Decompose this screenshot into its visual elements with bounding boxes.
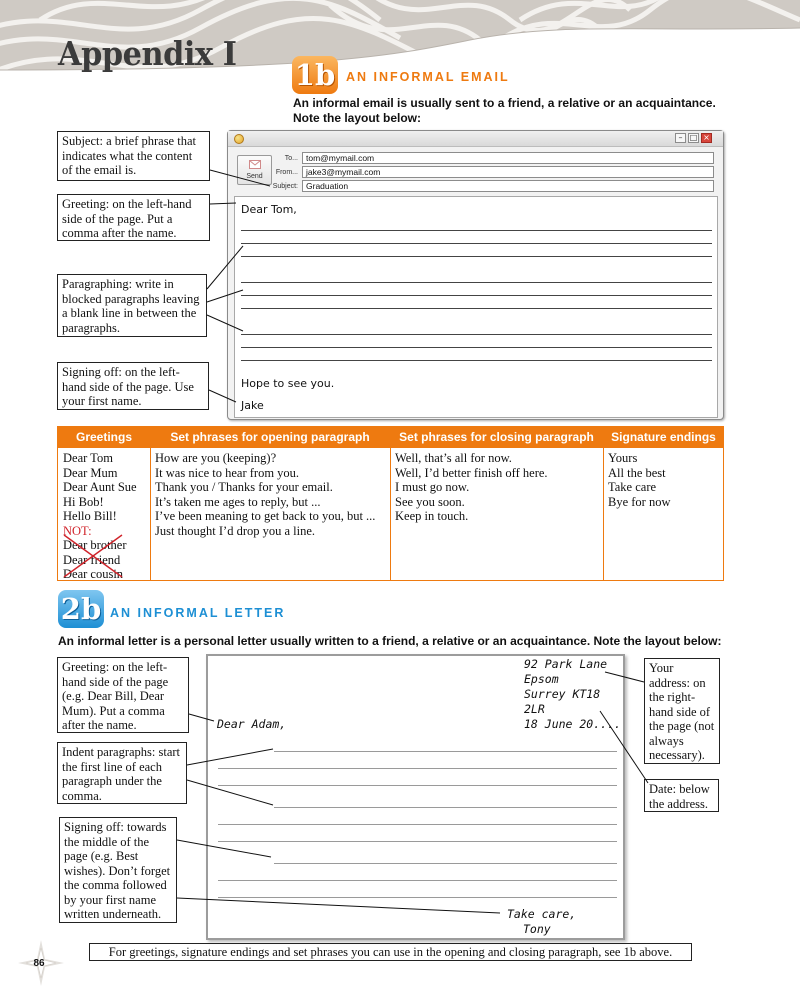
address-line: Surrey KT18 2LR: [524, 687, 601, 716]
footer-note: For greetings, signature endings and set phrases you can use in the opening and closing paragraph, see 1b above.: [89, 943, 692, 961]
email-greeting: Dear Tom,: [241, 203, 297, 216]
opening-phrase-item: It’s taken me ages to reply, but ...: [155, 494, 321, 509]
callout-indent: Indent paragraphs: start the first line of each paragraph under the comma.: [57, 742, 187, 804]
intro-line-2: Note the layout below:: [293, 111, 422, 125]
page-number: 86: [33, 958, 45, 969]
incorrect-greeting-item: Dear brother: [63, 538, 127, 552]
signature-ending-item: Take care: [608, 480, 657, 494]
section-title-informal-email: AN INFORMAL EMAIL: [346, 70, 510, 84]
greeting-item: Dear Mum: [63, 465, 118, 480]
signature-ending-item: Yours: [608, 451, 638, 465]
header-greetings: Greetings: [58, 427, 150, 448]
callout-letter-greeting: Greeting: on the left-hand side of the page (e.g. Dear Bill, Dear Mum). Put a comma after the name.: [57, 657, 189, 733]
intro-informal-letter: An informal letter is a personal letter usually written to a friend, a relative or an acquaintance. Note the layout below:: [58, 634, 722, 648]
signature-ending-item: Bye for now: [608, 494, 671, 509]
from-label: From...: [275, 169, 298, 176]
address-line: 92 Park Lane: [524, 657, 608, 671]
opening-phrase-item: I’ve been meaning to get back to you, but ...: [155, 509, 376, 523]
closing-phrase-item: Well, that’s all for now.: [395, 451, 512, 465]
address-line: Epsom: [524, 672, 559, 686]
closing-phrase-item: I must go now.: [395, 480, 470, 494]
callout-paragraphing: Paragraphing: write in blocked paragraphs leaving a blank line in between the paragraphs.: [57, 274, 207, 337]
opening-phrase-item: Thank you / Thanks for your email.: [155, 480, 333, 494]
subject-field[interactable]: Graduation: [302, 180, 714, 192]
not-label: NOT:: [63, 523, 92, 538]
callout-subject: Subject: a brief phrase that indicates what the content of the email is.: [57, 131, 210, 181]
subject-label: Subject:: [272, 183, 298, 190]
greeting-item: Dear Aunt Sue: [63, 480, 137, 494]
opening-phrase-item: Just thought I’d drop you a line.: [155, 523, 316, 538]
opening-phrase-item: It was nice to hear from you.: [155, 465, 300, 480]
letter-signature: Tony: [523, 922, 551, 936]
to-field[interactable]: tom@mymail.com: [302, 152, 714, 164]
incorrect-greeting-item: Dear friend: [63, 552, 121, 567]
greeting-item: Hi Bob!: [63, 494, 104, 509]
signature-ending-item: All the best: [608, 465, 666, 480]
closing-phrase-item: Keep in touch.: [395, 509, 469, 523]
letter-greeting: Dear Adam,: [217, 717, 287, 731]
email-signature: Jake: [241, 399, 264, 412]
section-badge-1b: 1b: [292, 56, 338, 94]
callout-date: Date: below the address.: [644, 779, 719, 812]
to-label: To...: [284, 155, 298, 162]
from-field[interactable]: jake3@mymail.com: [302, 166, 714, 178]
email-closing: Hope to see you.: [241, 377, 335, 390]
opening-phrase-item: How are you (keeping)?: [155, 451, 277, 465]
header-signature-endings: Signature endings: [603, 427, 724, 448]
maximize-button[interactable]: □: [689, 133, 698, 142]
section-title-informal-letter: AN INFORMAL LETTER: [110, 606, 286, 620]
letter-date: 18 June 20....: [524, 717, 621, 731]
appendix-title: Appendix I: [58, 34, 237, 73]
closing-phrase-item: Well, I’d better finish off here.: [395, 465, 548, 480]
header-opening-phrases: Set phrases for opening paragraph: [150, 427, 390, 448]
callout-address: Your address: on the right-hand side of the page (not always necessary).: [644, 658, 720, 764]
incorrect-greeting-item: Dear cousin: [63, 567, 124, 581]
intro-line-1: An informal email is usually sent to a friend, a relative or an acquaintance.: [293, 96, 716, 110]
header-closing-phrases: Set phrases for closing paragraph: [390, 427, 603, 448]
close-button[interactable]: ×: [701, 133, 712, 143]
greeting-item: Hello Bill!: [63, 509, 117, 523]
send-label: Send: [246, 173, 263, 180]
section-badge-2b: 2b: [58, 590, 104, 628]
callout-email-signing-off: Signing off: on the left-hand side of the page. Use your first name.: [57, 362, 209, 410]
callout-letter-signing-off: Signing off: towards the middle of the page (e.g. Best wishes). Don’t forget the comma followed by your first name written underneath.: [59, 817, 177, 923]
minimize-button[interactable]: –: [675, 133, 686, 143]
callout-email-greeting: Greeting: on the left-hand side of the page. Put a comma after the name.: [57, 194, 210, 241]
letter-closing: Take care,: [507, 907, 577, 921]
closing-phrase-item: See you soon.: [395, 494, 465, 509]
greeting-item: Dear Tom: [63, 451, 113, 465]
